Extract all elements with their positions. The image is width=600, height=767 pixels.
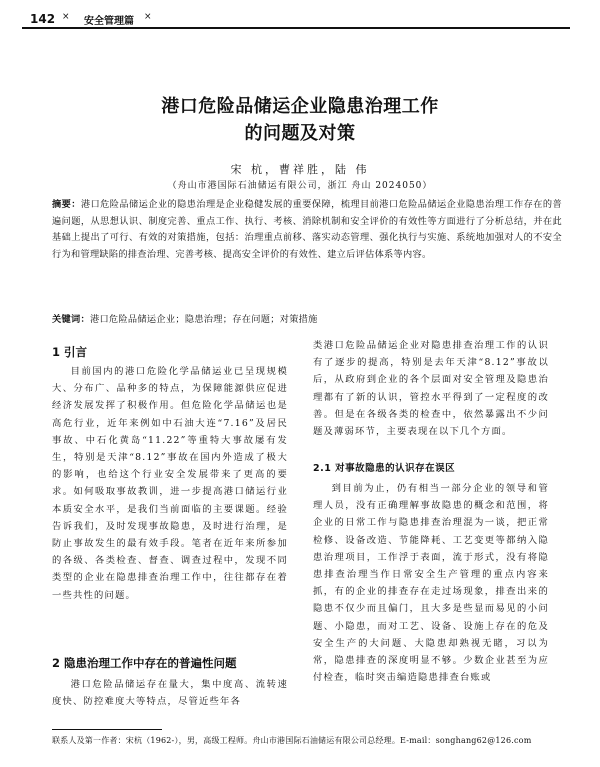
left-column-section-2 <box>52 676 288 710</box>
keywords-label: 关键词： <box>52 314 90 325</box>
abstract <box>52 197 562 263</box>
subsection-2-1-paragraph: 到目前为止，仍有相当一部分企业的领导和管理人员，没有正确理解事故隐患的概念和范围，将企业的日常工作与隐患排查治理混为一谈，把正常检修、设备改造、节能降耗、工艺变更等都纳入隐患治理项目，工作浮于表面，流于形式，没有将隐患排查治理当作日常安全生产管理的重点内容来抓，有的企业的排查存在走过场现象，排查出来的隐患不仅少而且偏门，且大多是些显而易见的小问题、小隐患，而对工艺、设备、设施上存在的危及安全生产的大问题、大隐患却熟视无睹，习以为常，隐患排查的深度明显不够。少数企业甚至为应付检查，临时突击编造隐患排查台账或 <box>313 483 549 684</box>
abstract-text: 港口危险品储运企业的隐患治理是企业稳健发展的重要保障，梳理目前港口危险品储运企业隐患治理工作存在的普遍问题，从思想认识、制度完善、重点工作、执行、考核、消除机制和安全评价的有效性等方面进行了分析总结，并在此基础上提出了可行、有效的对策措施，包括：治理重点前移、落实动态管理、强化执行与实施、系统地加强对人的不安全行为和管理缺陷的排查治理、完善考核、提高安全评价的有效性、建立后评估体系等内容。 <box>52 199 563 260</box>
journal-name: 安全管理篇 <box>84 16 134 27</box>
running-head-mark: × <box>62 12 70 22</box>
keywords-text: 港口危险品储运企业；隐患治理；存在问题；对策措施 <box>89 314 318 325</box>
keywords <box>52 312 562 328</box>
right-column-continuation <box>313 337 549 440</box>
left-column-section-1 <box>52 363 288 604</box>
running-head <box>22 10 582 28</box>
running-head-mark-2: × <box>144 12 152 22</box>
right-column-section-2-1 <box>313 480 549 686</box>
subsection-2-1-heading: 2.1 对事故隐患的认识存在误区 <box>313 463 456 474</box>
header-rule <box>22 27 570 29</box>
section-2-paragraph: 港口危险品储运存在量大，集中度高、流转速度快、防控难度大等特点，尽管近些年各 <box>52 679 288 708</box>
article-title-line-1: 港口危险品储运企业隐患治理工作 <box>161 96 439 117</box>
section-1-heading: 1 引言 <box>52 345 88 359</box>
footnote-rule <box>52 729 162 730</box>
authors: 宋 杭，曹祥胜，陆 伟 <box>230 163 370 176</box>
author-footnote: 联系人及第一作者：宋杭（1962-），男，高级工程师。舟山市港国际石油储运有限公司总经理。E-mail：songhang62@126.com <box>52 736 532 745</box>
page-number: 142 <box>30 12 56 26</box>
section-2-heading: 2 隐患治理工作中存在的普遍性问题 <box>52 656 237 670</box>
continued-paragraph: 类港口危险品储运企业对隐患排查治理工作的认识有了逐步的提高，特别是去年天津“8.12”事故以后，从政府到企业的各个层面对安全管理及隐患治理都有了新的认识，管控水平得到了一定程度的改善。但是在各级各类的检查中，依然暴露出不少问题及薄弱环节，主要表现在以下几个方面。 <box>313 340 549 438</box>
section-1-paragraph: 目前国内的港口危险化学品储运业已呈现规模大、分布广、品种多的特点，为保障能源供应促进经济发展发挥了积极作用。但危险化学品储运也是高危行业，近年来例如中石油大连“7.16”及居民事故、中石化黄岛“11.22”等重特大事故屡有发生，特别是天津“8.12”事故在国内外造成了极大的影响，也给这个行业安全发展带来了更高的要求。如何吸取事故教训，进一步提高港口储运行业本质安全水平，是我们当前面临的主要课题。经验告诉我们，及时发现事故隐患，及时进行治理，是防止事故发生的最有效手段。笔者在近年来所参加的各级、各类检查、督查、调查过程中，发现不同类型的企业在隐患排查治理工作中，往往都存在着一些共性的问题。 <box>52 366 288 601</box>
article-title-line-2: 的问题及对策 <box>244 123 356 144</box>
abstract-label: 摘要： <box>52 199 81 210</box>
affiliation: （舟山市港国际石油储运有限公司，浙江 舟山 2024050） <box>167 181 433 191</box>
